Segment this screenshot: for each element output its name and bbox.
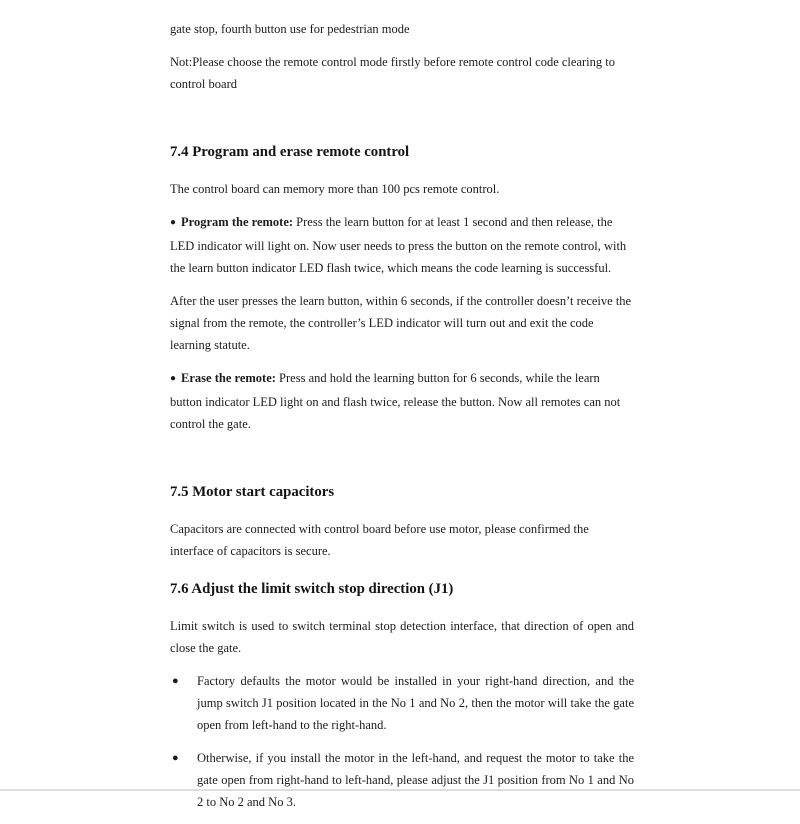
page-bottom-edge: [0, 789, 800, 791]
note-paragraph: Not:Please choose the remote control mode firstly before remote control code clearing to control board: [170, 55, 615, 91]
bullet-icon: ●: [170, 217, 177, 228]
section-7-5-heading: 7.5 Motor start capacitors: [170, 484, 335, 500]
section-7-4-heading: 7.4 Program and erase remote control: [170, 144, 410, 160]
erase-remote-bullet: [170, 367, 634, 435]
section-7-4-intro: The control board can memory more than 100 pcs remote control.: [170, 182, 500, 196]
left-hand-install-bullet: [170, 747, 634, 813]
bullet-icon: ●: [172, 752, 179, 764]
section-7-6-intro: Limit switch is used to switch terminal stop detection interface, that direction of open and close the gate.: [170, 619, 634, 655]
factory-default-bullet: [170, 670, 634, 736]
bullet-icon: ●: [172, 675, 179, 687]
program-remote-bullet: [170, 211, 634, 279]
erase-remote-text: Press and hold the learning button for 6 seconds, while the learn button indicator LED light on and flash twice, release the button. Now all remotes can not control the gate.: [170, 371, 621, 431]
erase-remote-label: Erase the remote:: [181, 371, 276, 385]
continuation-paragraph: gate stop, fourth button use for pedestrian mode: [170, 22, 410, 36]
learn-button-note: After the user presses the learn button, within 6 seconds, if the controller doesn’t receive the signal from the remote, the controller’s LED indicator will turn out and exit the code learning statute.: [170, 294, 632, 352]
factory-default-text: Factory defaults the motor would be installed in your right-hand direction, and the jump switch J1 position located in the No 1 and No 2, then the motor will take the gate open from left-hand to the right-hand.: [197, 674, 634, 732]
section-7-6-heading: 7.6 Adjust the limit switch stop direction (J1): [170, 581, 454, 597]
bullet-icon: ●: [170, 373, 177, 384]
left-hand-install-text: Otherwise, if you install the motor in the left-hand, and request the motor to take the gate open from right-hand to left-hand, please adjust the J1 position from No 1 and No 2 to No 2 and No 3.: [197, 751, 634, 809]
program-remote-text: Press the learn button for at least 1 second and then release, the LED indicator will light on. Now user needs to press the button on the remote control, with the learn button indicator LED flash twice, which means the code learning is successful.: [170, 215, 627, 275]
document-page-content: [170, 18, 634, 824]
program-remote-label: Program the remote:: [181, 215, 294, 229]
section-7-5-body: Capacitors are connected with control board before use motor, please confirmed the interface of capacitors is secure.: [170, 522, 589, 558]
